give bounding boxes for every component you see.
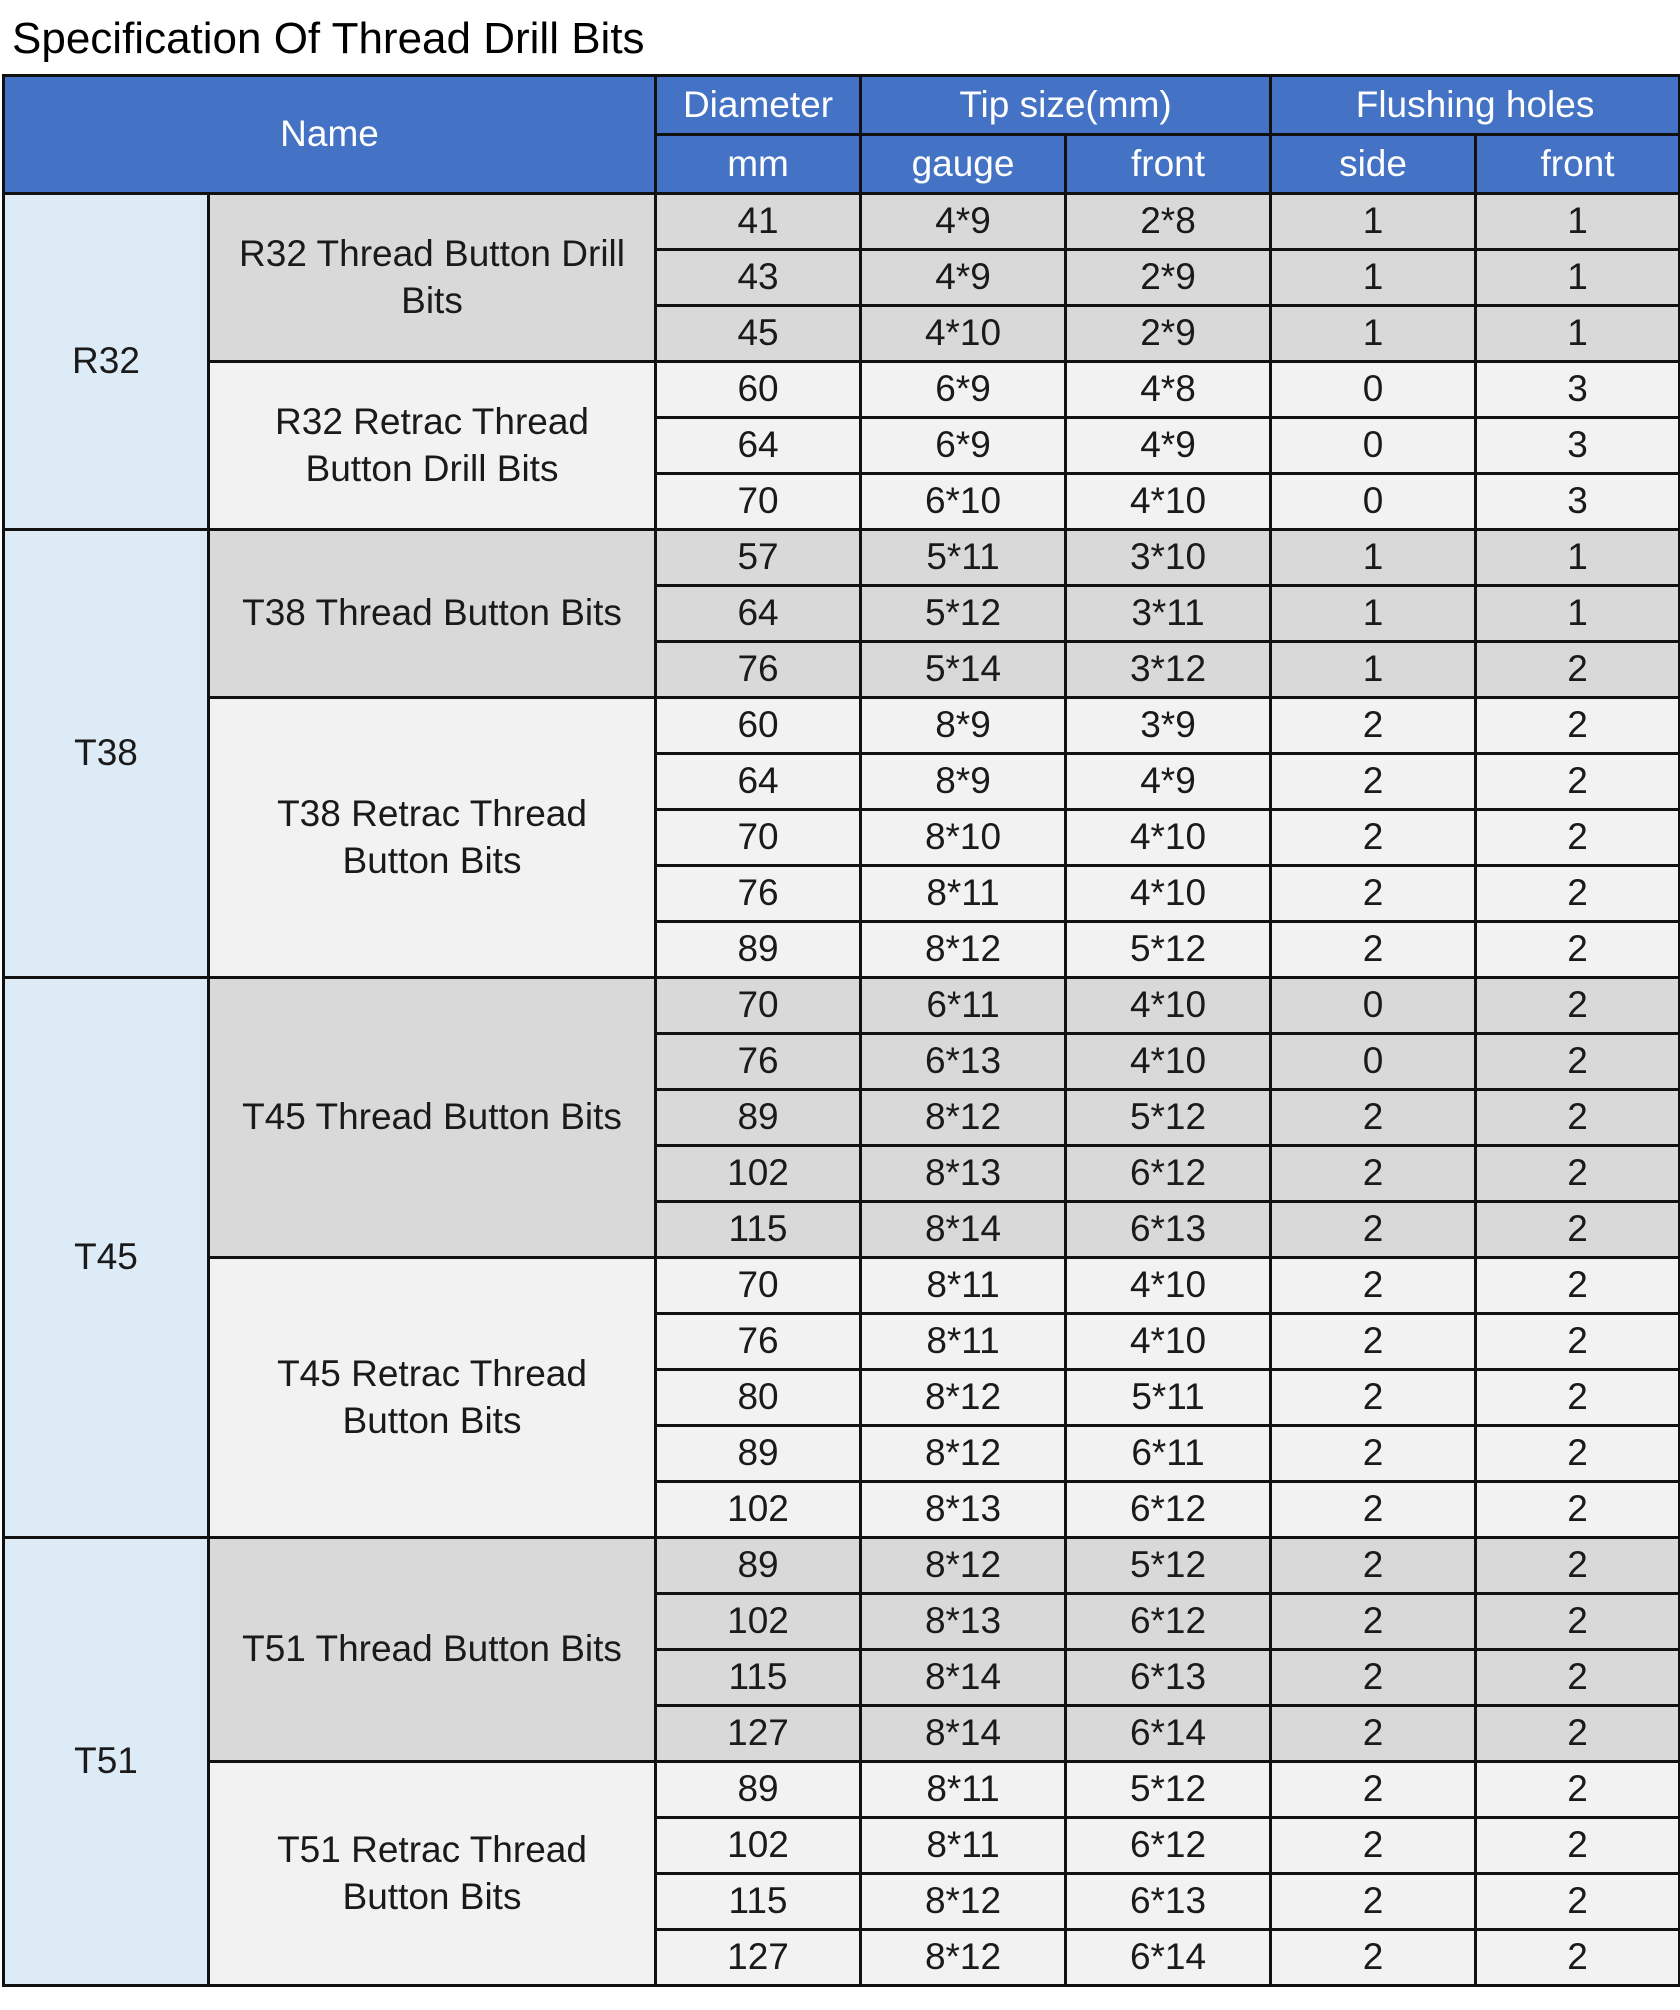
- table-row: [4, 978, 1680, 1034]
- gauge-cell: 8*12: [861, 1090, 1066, 1146]
- side-holes-cell: 0: [1271, 1034, 1476, 1090]
- side-holes-cell: 2: [1271, 1874, 1476, 1930]
- front-holes-cell: 2: [1476, 978, 1680, 1034]
- tip-front-cell: 6*12: [1066, 1146, 1271, 1202]
- front-holes-cell: 1: [1476, 250, 1680, 306]
- tip-front-cell: 3*11: [1066, 586, 1271, 642]
- side-holes-cell: 2: [1271, 1762, 1476, 1818]
- header-gauge: gauge: [861, 135, 1066, 194]
- diameter-cell: 70: [656, 1258, 861, 1314]
- gauge-cell: 5*11: [861, 530, 1066, 586]
- front-holes-cell: 2: [1476, 1202, 1680, 1258]
- gauge-cell: 5*12: [861, 586, 1066, 642]
- front-holes-cell: 2: [1476, 754, 1680, 810]
- side-holes-cell: 2: [1271, 1202, 1476, 1258]
- diameter-cell: 76: [656, 1314, 861, 1370]
- diameter-cell: 89: [656, 1538, 861, 1594]
- header-flushing-holes: Flushing holes: [1271, 76, 1680, 135]
- header-holes-front: front: [1476, 135, 1680, 194]
- gauge-cell: 8*12: [861, 1874, 1066, 1930]
- tip-front-cell: 5*12: [1066, 1090, 1271, 1146]
- gauge-cell: 8*12: [861, 1930, 1066, 1986]
- diameter-cell: 76: [656, 1034, 861, 1090]
- tip-front-cell: 3*12: [1066, 642, 1271, 698]
- side-holes-cell: 1: [1271, 530, 1476, 586]
- diameter-cell: 57: [656, 530, 861, 586]
- front-holes-cell: 2: [1476, 698, 1680, 754]
- header-tip-front: front: [1066, 135, 1271, 194]
- tip-front-cell: 4*10: [1066, 1034, 1271, 1090]
- side-holes-cell: 0: [1271, 418, 1476, 474]
- header-mm: mm: [656, 135, 861, 194]
- tip-front-cell: 6*12: [1066, 1818, 1271, 1874]
- side-holes-cell: 2: [1271, 866, 1476, 922]
- product-name: T38 Thread Button Bits: [209, 530, 656, 698]
- gauge-cell: 4*9: [861, 250, 1066, 306]
- tip-front-cell: 6*11: [1066, 1426, 1271, 1482]
- table-row: [4, 698, 1680, 754]
- gauge-cell: 4*9: [861, 194, 1066, 250]
- gauge-cell: 8*12: [861, 1370, 1066, 1426]
- side-holes-cell: 2: [1271, 1482, 1476, 1538]
- side-holes-cell: 1: [1271, 194, 1476, 250]
- tip-front-cell: 5*12: [1066, 1538, 1271, 1594]
- diameter-cell: 76: [656, 642, 861, 698]
- side-holes-cell: 2: [1271, 810, 1476, 866]
- front-holes-cell: 2: [1476, 1818, 1680, 1874]
- diameter-cell: 80: [656, 1370, 861, 1426]
- product-name: T51 Retrac Thread Button Bits: [209, 1762, 656, 1986]
- front-holes-cell: 2: [1476, 1034, 1680, 1090]
- tip-front-cell: 6*13: [1066, 1874, 1271, 1930]
- front-holes-cell: 2: [1476, 1482, 1680, 1538]
- table-row: [4, 362, 1680, 418]
- gauge-cell: 8*11: [861, 1314, 1066, 1370]
- side-holes-cell: 1: [1271, 306, 1476, 362]
- side-holes-cell: 0: [1271, 978, 1476, 1034]
- diameter-cell: 60: [656, 362, 861, 418]
- gauge-cell: 6*13: [861, 1034, 1066, 1090]
- gauge-cell: 8*12: [861, 1426, 1066, 1482]
- gauge-cell: 8*11: [861, 1762, 1066, 1818]
- front-holes-cell: 2: [1476, 866, 1680, 922]
- series-label: R32: [4, 194, 209, 530]
- gauge-cell: 5*14: [861, 642, 1066, 698]
- diameter-cell: 127: [656, 1706, 861, 1762]
- side-holes-cell: 2: [1271, 1426, 1476, 1482]
- gauge-cell: 8*13: [861, 1594, 1066, 1650]
- tip-front-cell: 2*9: [1066, 306, 1271, 362]
- table-row: [4, 530, 1680, 586]
- gauge-cell: 8*11: [861, 1258, 1066, 1314]
- header-name: Name: [4, 76, 656, 194]
- product-name: T38 Retrac Thread Button Bits: [209, 698, 656, 978]
- tip-front-cell: 2*8: [1066, 194, 1271, 250]
- tip-front-cell: 4*10: [1066, 810, 1271, 866]
- table-row: [4, 1258, 1680, 1314]
- tip-front-cell: 4*9: [1066, 418, 1271, 474]
- header-tip-size: Tip size(mm): [861, 76, 1271, 135]
- gauge-cell: 6*9: [861, 418, 1066, 474]
- tip-front-cell: 6*12: [1066, 1594, 1271, 1650]
- gauge-cell: 4*10: [861, 306, 1066, 362]
- gauge-cell: 8*12: [861, 922, 1066, 978]
- tip-front-cell: 5*12: [1066, 1762, 1271, 1818]
- tip-front-cell: 6*13: [1066, 1202, 1271, 1258]
- table-row: [4, 1762, 1680, 1818]
- diameter-cell: 102: [656, 1482, 861, 1538]
- front-holes-cell: 2: [1476, 1538, 1680, 1594]
- front-holes-cell: 2: [1476, 1874, 1680, 1930]
- gauge-cell: 8*11: [861, 1818, 1066, 1874]
- side-holes-cell: 2: [1271, 1314, 1476, 1370]
- side-holes-cell: 1: [1271, 250, 1476, 306]
- diameter-cell: 89: [656, 922, 861, 978]
- product-name: T51 Thread Button Bits: [209, 1538, 656, 1762]
- table-body: [4, 194, 1680, 1986]
- side-holes-cell: 0: [1271, 474, 1476, 530]
- front-holes-cell: 2: [1476, 1930, 1680, 1986]
- side-holes-cell: 2: [1271, 1370, 1476, 1426]
- front-holes-cell: 2: [1476, 810, 1680, 866]
- header-side: side: [1271, 135, 1476, 194]
- diameter-cell: 115: [656, 1650, 861, 1706]
- diameter-cell: 60: [656, 698, 861, 754]
- front-holes-cell: 3: [1476, 418, 1680, 474]
- gauge-cell: 8*13: [861, 1482, 1066, 1538]
- gauge-cell: 8*11: [861, 866, 1066, 922]
- tip-front-cell: 5*12: [1066, 922, 1271, 978]
- gauge-cell: 8*14: [861, 1650, 1066, 1706]
- side-holes-cell: 0: [1271, 362, 1476, 418]
- side-holes-cell: 2: [1271, 1146, 1476, 1202]
- front-holes-cell: 2: [1476, 1706, 1680, 1762]
- gauge-cell: 6*9: [861, 362, 1066, 418]
- side-holes-cell: 2: [1271, 754, 1476, 810]
- front-holes-cell: 3: [1476, 362, 1680, 418]
- diameter-cell: 102: [656, 1818, 861, 1874]
- tip-front-cell: 3*10: [1066, 530, 1271, 586]
- table-row: [4, 1538, 1680, 1594]
- front-holes-cell: 2: [1476, 1090, 1680, 1146]
- front-holes-cell: 2: [1476, 1370, 1680, 1426]
- tip-front-cell: 4*10: [1066, 978, 1271, 1034]
- table-header: [4, 76, 1680, 194]
- gauge-cell: 8*14: [861, 1202, 1066, 1258]
- diameter-cell: 76: [656, 866, 861, 922]
- gauge-cell: 8*14: [861, 1706, 1066, 1762]
- page-title: Specification Of Thread Drill Bits: [12, 14, 645, 63]
- tip-front-cell: 4*8: [1066, 362, 1271, 418]
- side-holes-cell: 2: [1271, 1258, 1476, 1314]
- front-holes-cell: 2: [1476, 1314, 1680, 1370]
- front-holes-cell: 2: [1476, 1594, 1680, 1650]
- side-holes-cell: 2: [1271, 1650, 1476, 1706]
- product-name: R32 Thread Button Drill Bits: [209, 194, 656, 362]
- series-label: T45: [4, 978, 209, 1538]
- header-diameter: Diameter: [656, 76, 861, 135]
- tip-front-cell: 6*12: [1066, 1482, 1271, 1538]
- front-holes-cell: 2: [1476, 1650, 1680, 1706]
- diameter-cell: 102: [656, 1594, 861, 1650]
- series-label: T51: [4, 1538, 209, 1986]
- side-holes-cell: 2: [1271, 1706, 1476, 1762]
- diameter-cell: 45: [656, 306, 861, 362]
- series-label: T38: [4, 530, 209, 978]
- diameter-cell: 102: [656, 1146, 861, 1202]
- gauge-cell: 8*10: [861, 810, 1066, 866]
- front-holes-cell: 1: [1476, 586, 1680, 642]
- front-holes-cell: 1: [1476, 194, 1680, 250]
- front-holes-cell: 2: [1476, 1762, 1680, 1818]
- diameter-cell: 70: [656, 810, 861, 866]
- side-holes-cell: 2: [1271, 1090, 1476, 1146]
- diameter-cell: 89: [656, 1762, 861, 1818]
- side-holes-cell: 2: [1271, 1818, 1476, 1874]
- gauge-cell: 8*12: [861, 1538, 1066, 1594]
- tip-front-cell: 4*10: [1066, 1258, 1271, 1314]
- diameter-cell: 70: [656, 978, 861, 1034]
- diameter-cell: 115: [656, 1874, 861, 1930]
- diameter-cell: 41: [656, 194, 861, 250]
- tip-front-cell: 3*9: [1066, 698, 1271, 754]
- front-holes-cell: 2: [1476, 1258, 1680, 1314]
- diameter-cell: 127: [656, 1930, 861, 1986]
- front-holes-cell: 1: [1476, 306, 1680, 362]
- tip-front-cell: 4*10: [1066, 474, 1271, 530]
- tip-front-cell: 6*14: [1066, 1930, 1271, 1986]
- diameter-cell: 70: [656, 474, 861, 530]
- side-holes-cell: 2: [1271, 1594, 1476, 1650]
- tip-front-cell: 6*14: [1066, 1706, 1271, 1762]
- gauge-cell: 6*10: [861, 474, 1066, 530]
- tip-front-cell: 2*9: [1066, 250, 1271, 306]
- side-holes-cell: 2: [1271, 698, 1476, 754]
- front-holes-cell: 2: [1476, 642, 1680, 698]
- front-holes-cell: 2: [1476, 1426, 1680, 1482]
- diameter-cell: 89: [656, 1090, 861, 1146]
- tip-front-cell: 6*13: [1066, 1650, 1271, 1706]
- side-holes-cell: 1: [1271, 586, 1476, 642]
- tip-front-cell: 4*10: [1066, 866, 1271, 922]
- tip-front-cell: 4*9: [1066, 754, 1271, 810]
- product-name: T45 Thread Button Bits: [209, 978, 656, 1258]
- table-row: [4, 194, 1680, 250]
- side-holes-cell: 2: [1271, 1538, 1476, 1594]
- spec-table: [2, 74, 1680, 1987]
- gauge-cell: 8*13: [861, 1146, 1066, 1202]
- side-holes-cell: 1: [1271, 642, 1476, 698]
- front-holes-cell: 2: [1476, 1146, 1680, 1202]
- tip-front-cell: 5*11: [1066, 1370, 1271, 1426]
- diameter-cell: 43: [656, 250, 861, 306]
- diameter-cell: 89: [656, 1426, 861, 1482]
- product-name: T45 Retrac Thread Button Bits: [209, 1258, 656, 1538]
- diameter-cell: 115: [656, 1202, 861, 1258]
- front-holes-cell: 1: [1476, 530, 1680, 586]
- gauge-cell: 8*9: [861, 698, 1066, 754]
- front-holes-cell: 2: [1476, 922, 1680, 978]
- diameter-cell: 64: [656, 754, 861, 810]
- gauge-cell: 6*11: [861, 978, 1066, 1034]
- side-holes-cell: 2: [1271, 922, 1476, 978]
- gauge-cell: 8*9: [861, 754, 1066, 810]
- side-holes-cell: 2: [1271, 1930, 1476, 1986]
- tip-front-cell: 4*10: [1066, 1314, 1271, 1370]
- product-name: R32 Retrac Thread Button Drill Bits: [209, 362, 656, 530]
- diameter-cell: 64: [656, 586, 861, 642]
- diameter-cell: 64: [656, 418, 861, 474]
- front-holes-cell: 3: [1476, 474, 1680, 530]
